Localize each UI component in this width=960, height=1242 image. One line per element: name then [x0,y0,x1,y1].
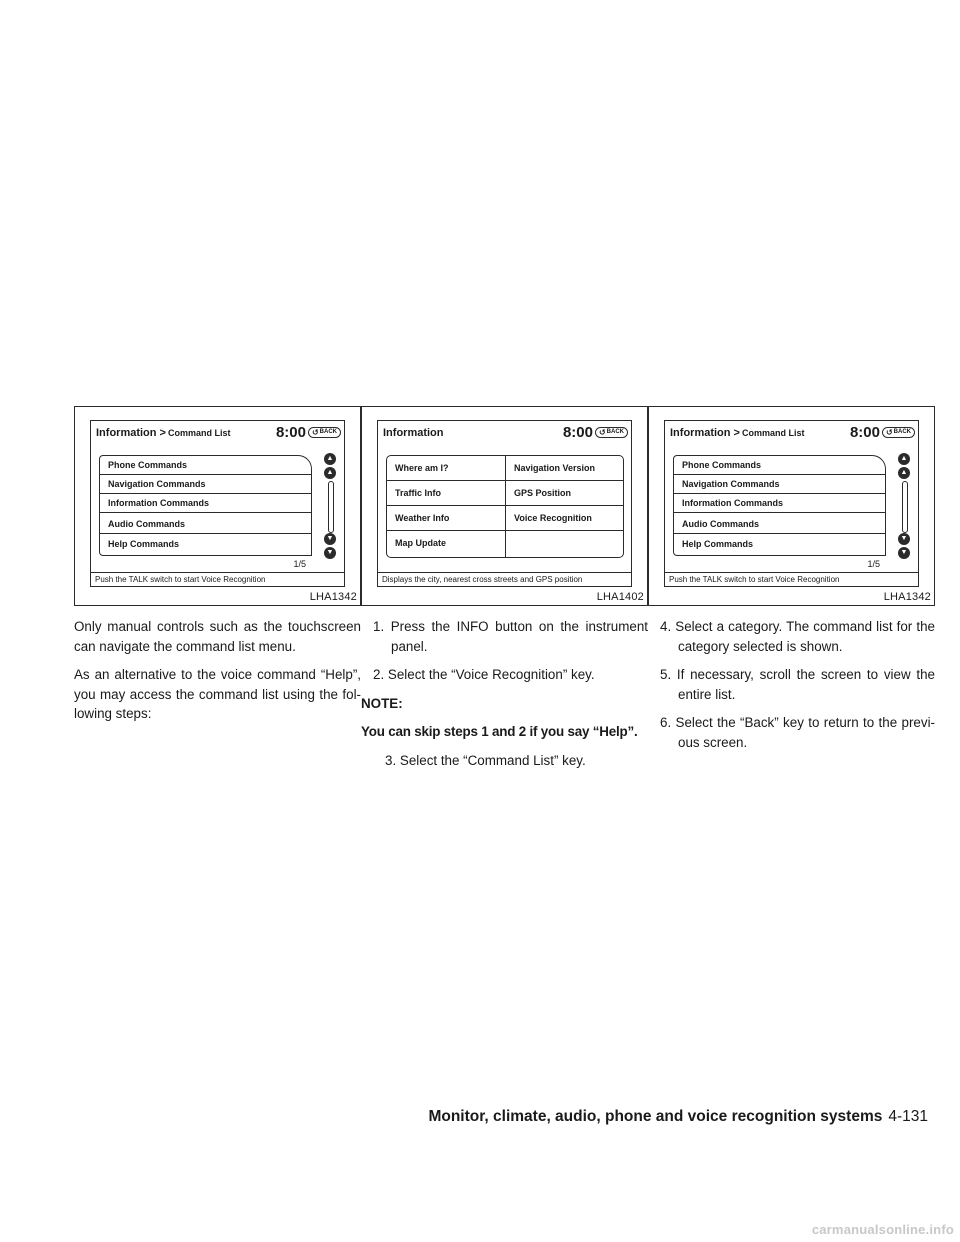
scroll-top-icon[interactable]: ▲ [324,453,336,465]
section-title: Monitor, climate, audio, phone and voice recognition systems [428,1108,883,1125]
menu-key-navigation-version[interactable]: Navigation Version [514,463,596,473]
note-body: You can skip steps 1 and 2 if you say “Help”. [361,724,638,739]
information-menu-grid [386,455,624,558]
list-item[interactable]: Phone Commands [674,456,885,475]
list-item[interactable]: Navigation Commands [100,475,311,494]
page-number: 4-131 [888,1108,928,1125]
figure-code: LHA1342 [309,591,357,603]
page-indicator: 1/5 [867,559,880,569]
command-list [673,455,886,556]
scroll-down-icon[interactable]: ▼ [324,533,336,545]
back-arrow-icon: ↺ [599,428,606,437]
text-column-1 [74,617,361,733]
screen-status-bar: Push the TALK switch to start Voice Recognition [91,572,344,586]
step-3: 3. Select the “Command List” key. [385,752,586,768]
figure-information-menu [361,406,648,606]
scroll-bottom-icon[interactable]: ▼ [324,547,336,559]
figure-code: LHA1402 [596,591,644,603]
watermark: carmanualsonline.info [811,1222,954,1237]
figure-code: LHA1342 [883,591,931,603]
screen-title: Information > Command List [670,427,805,439]
menu-key-traffic-info[interactable]: Traffic Info [395,488,442,498]
list-item[interactable]: Information Commands [674,494,885,513]
scrollbar[interactable] [324,453,338,559]
figure-command-list-2 [648,406,935,606]
scroll-track[interactable] [328,481,334,533]
screen-subtitle: Command List [167,428,231,438]
figure-command-list-1 [74,406,361,606]
list-item[interactable]: Help Commands [108,539,180,549]
step-1: 1. Press the INFO button on the instrument panel. [373,619,648,654]
screen-information [377,420,632,587]
text-column-2 [361,617,648,779]
menu-key-gps-position[interactable]: GPS Position [514,488,572,498]
list-item[interactable]: Information Commands [100,494,311,513]
list-item[interactable]: Help Commands [682,539,754,549]
step-4: 4. Select a category. The command list for the category selected is shown. [660,619,935,654]
screen-status-bar: Push the TALK switch to start Voice Recognition [665,572,918,586]
paragraph: Only manual controls such as the touchscreen can navigate the command list menu. [74,619,361,654]
back-arrow-icon: ↺ [886,428,893,437]
scroll-down-icon[interactable]: ▼ [898,533,910,545]
step-6: 6. Select the “Back” key to return to the previ-ous screen. [660,715,935,750]
step-2: 2. Select the “Voice Recognition” key. [373,667,595,682]
note-heading: NOTE: [361,695,403,711]
screen-command-list [90,420,345,587]
scroll-top-icon[interactable]: ▲ [898,453,910,465]
scroll-up-icon[interactable]: ▲ [324,467,336,479]
paragraph: As an alternative to the voice command “Help”, you may access the command list using the fol-lowing steps: [74,667,361,721]
screen-clock: 8:00 [849,424,880,441]
back-button[interactable]: ↺ BACK [308,427,341,438]
list-item[interactable]: Navigation Commands [674,475,885,494]
back-arrow-icon: ↺ [312,428,319,437]
scroll-track[interactable] [902,481,908,533]
screen-subtitle: Command List [741,428,805,438]
back-button[interactable]: ↺ BACK [595,427,628,438]
menu-key-voice-recognition[interactable]: Voice Recognition [514,513,592,523]
list-item[interactable]: Audio Commands [674,515,885,534]
screen-clock: 8:00 [562,424,593,441]
list-item[interactable]: Phone Commands [100,456,311,475]
screen-command-list [664,420,919,587]
menu-key-weather-info[interactable]: Weather Info [395,513,450,523]
list-item[interactable]: Audio Commands [100,515,311,534]
text-column-3 [648,617,935,761]
scroll-up-icon[interactable]: ▲ [898,467,910,479]
screen-title: Information [383,427,444,439]
page-indicator: 1/5 [293,559,306,569]
menu-key-map-update[interactable]: Map Update [395,538,447,548]
menu-key-where-am-i[interactable]: Where am I? [395,463,449,473]
screen-status-bar: Displays the city, nearest cross streets and GPS position [378,572,631,586]
back-button[interactable]: ↺ BACK [882,427,915,438]
scroll-bottom-icon[interactable]: ▼ [898,547,910,559]
step-5: 5. If necessary, scroll the screen to view the entire list. [660,667,935,702]
scrollbar[interactable] [898,453,912,559]
screen-clock: 8:00 [275,424,306,441]
screen-title: Information > Command List [96,427,231,439]
page-footer [428,1108,928,1126]
command-list [99,455,312,556]
